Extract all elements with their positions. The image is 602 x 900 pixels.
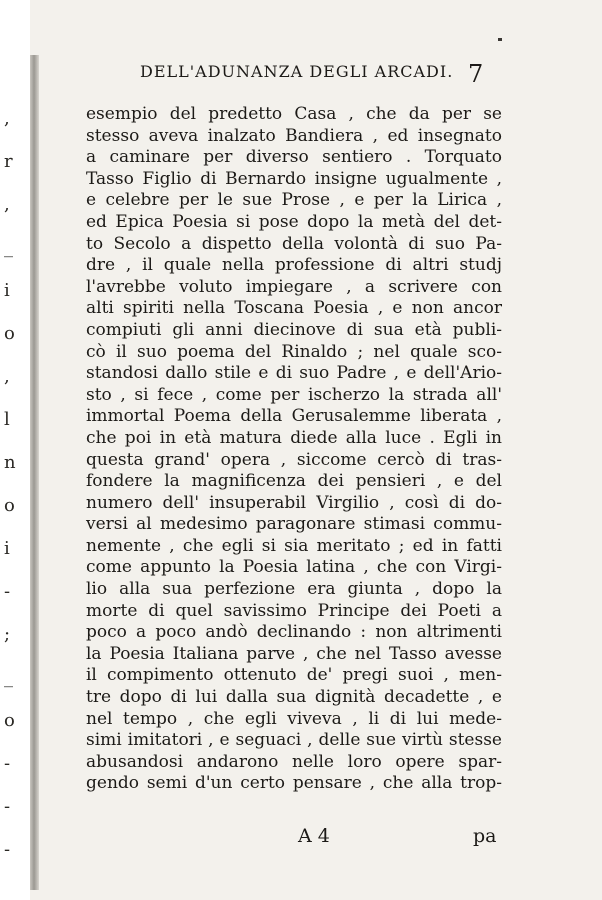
text-line: to Secolo a dispetto della volontà di suo Pa- (86, 233, 502, 254)
previous-page-glyph: , (4, 366, 10, 387)
previous-page-glyph: ; (4, 624, 11, 645)
text-line: gendo semi d'un certo pensare , che alla trop- (86, 773, 502, 794)
text-line: come appunto la Poesia latina , che con Virgi- (86, 557, 502, 578)
text-line: esempio del predetto Casa , che da per se (86, 104, 502, 124)
previous-page-glyph: , (4, 194, 10, 215)
text-line: ed Epica Poesia si pose dopo la metà del det- (86, 211, 502, 232)
body-text (86, 104, 502, 795)
text-line: lio alla sua perfezione era giunta , dopo la (86, 579, 502, 600)
previous-page-glyph: - (4, 796, 11, 817)
previous-page-glyph: r (4, 151, 13, 172)
previous-page-glyph: i (4, 280, 10, 301)
text-line: immortal Poema della Gerusalemme liberata , (86, 406, 502, 427)
text-line: e celebre per le sue Prose , e per la Lirica , (86, 190, 502, 211)
signature-mark: A 4 (298, 825, 330, 847)
text-line: sto , si fece , come per ischerzo la strada all' (86, 384, 502, 405)
text-line: versi al medesimo paragonare stimasi commu- (86, 514, 502, 535)
previous-page-glyph: _ (4, 667, 13, 688)
text-line: dre , il quale nella professione di altri studj (86, 255, 502, 276)
previous-page-glyph: l (4, 409, 10, 430)
text-line: che poi in età matura diede alla luce . Egli in (86, 427, 502, 448)
text-line: tre dopo di lui dalla sua dignità decadette , e (86, 687, 502, 708)
previous-page-glyph: o (4, 323, 15, 344)
page-gutter-shadow (30, 55, 39, 890)
previous-page-glyph: o (4, 710, 15, 731)
text-line: abusandosi andarono nelle loro opere spar- (86, 751, 502, 772)
text-line: Tasso Figlio di Bernardo insigne ugualmente , (86, 168, 502, 189)
catchword: pa (473, 825, 497, 847)
text-line: l'avrebbe voluto impiegare , a scrivere con (86, 276, 502, 297)
previous-page-glyph: - (4, 839, 11, 860)
text-line: alti spiriti nella Toscana Poesia , e non ancor (86, 298, 502, 319)
previous-page-glyph: - (4, 581, 11, 602)
previous-page-glyph: i (4, 538, 10, 559)
text-line: stesso aveva inalzato Bandiera , ed insegnato (86, 125, 502, 146)
text-line: simi imitatori , e seguaci , delle sue virtù stesse (86, 730, 502, 751)
previous-page-edge (0, 0, 30, 900)
previous-page-glyph: n (4, 452, 16, 473)
text-line: morte di quel savissimo Principe dei Poeti a (86, 600, 502, 621)
previous-page-glyph: _ (4, 237, 13, 258)
text-line: questa grand' opera , siccome cercò di tras- (86, 449, 502, 470)
previous-page-glyph: o (4, 495, 15, 516)
text-line: a caminare per diverso sentiero . Torquato (86, 147, 502, 168)
text-line: poco a poco andò declinando : non altrimenti (86, 622, 502, 643)
running-title: DELL'ADUNANZA DEGLI ARCADI. (140, 62, 454, 81)
text-line: nemente , che egli si sia meritato ; ed in fatti (86, 535, 502, 556)
page-number: 7 (468, 60, 484, 88)
text-line: standosi dallo stile e di suo Padre , e dell'Ario- (86, 363, 502, 384)
ink-blot (498, 38, 502, 41)
text-line: fondere la magnificenza dei pensieri , e del (86, 471, 502, 492)
text-line: il compimento ottenuto de' pregi suoi , men- (86, 665, 502, 686)
text-line: la Poesia Italiana parve , che nel Tasso avesse (86, 643, 502, 664)
text-line: nel tempo , che egli viveva , li di lui mede- (86, 708, 502, 729)
text-line: numero dell' insuperabil Virgilio , così di do- (86, 492, 502, 513)
previous-page-glyph: - (4, 753, 11, 774)
text-line: cò il suo poema del Rinaldo ; nel quale sco- (86, 341, 502, 362)
previous-page-glyph: , (4, 108, 10, 129)
text-line: compiuti gli anni diecinove di sua età publi- (86, 319, 502, 340)
